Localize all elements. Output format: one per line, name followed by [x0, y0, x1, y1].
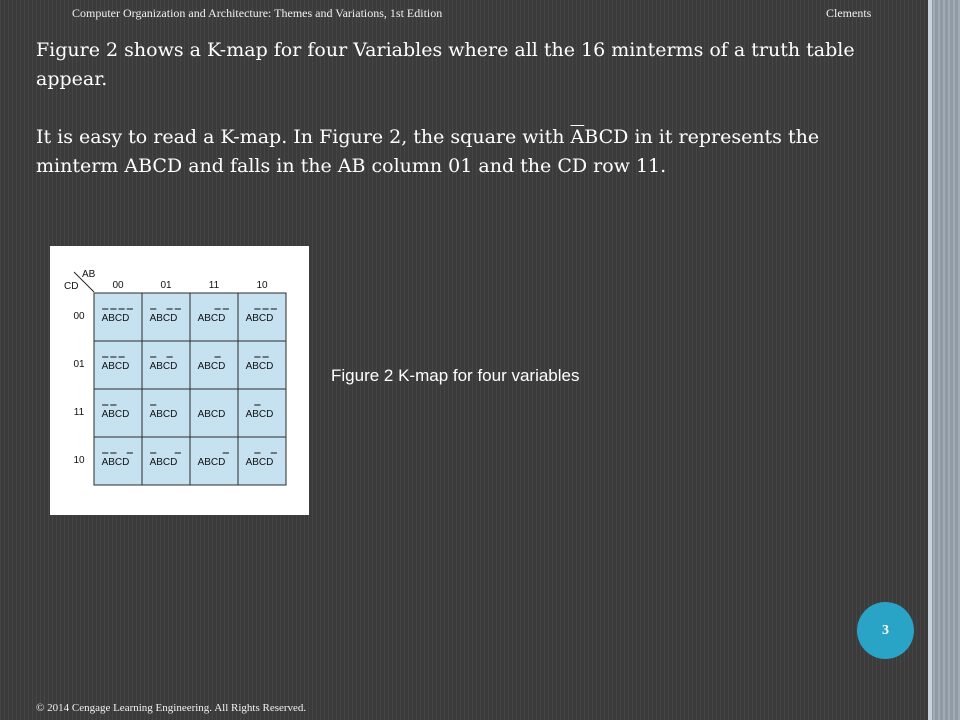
kmap-row-header: 10: [73, 455, 85, 466]
kmap-cell: [142, 293, 190, 341]
minterm-remainder: BCD: [584, 126, 629, 148]
kmap-cell-term: ABCD: [101, 361, 130, 372]
kmap-col-header: 00: [112, 280, 124, 291]
kmap-cell: [238, 341, 286, 389]
copyright-footer: © 2014 Cengage Learning Engineering. All Rights Reserved.: [36, 702, 307, 714]
slide-side-border: [928, 0, 960, 720]
kmap-cell: [94, 341, 142, 389]
kmap-cell-term: ABCD: [197, 361, 226, 372]
kmap-cell-term: ABCD: [149, 313, 178, 324]
paragraph-kmap-intro: Figure 2 shows a K-map for four Variables where all the 16 minterms of a truth table appear.: [36, 39, 855, 90]
header-author: Clements: [826, 6, 872, 20]
header-book-title: Computer Organization and Architecture: Themes and Variations, 1st Edition: [72, 6, 443, 20]
kmap-cell: [238, 389, 286, 437]
kmap-cell-term: ABCD: [149, 457, 178, 468]
kmap-cell-term: ABCD: [197, 409, 226, 420]
kmap-cell-term: ABCD: [101, 313, 130, 324]
paragraph-read-kmap: [36, 123, 866, 181]
kmap-cell: [94, 389, 142, 437]
kmap-col-header: 10: [256, 280, 268, 291]
kmap-row-variable-label: CD: [64, 281, 79, 292]
kmap-col-header: 01: [160, 280, 172, 291]
slide-body: [36, 36, 866, 181]
kmap-cell-term: ABCD: [245, 457, 274, 468]
page-number: 3: [882, 622, 889, 638]
kmap-col-variable-label: AB: [82, 269, 96, 280]
kmap-cell: [190, 341, 238, 389]
kmap-cell: [94, 437, 142, 485]
kmap-row-header: 11: [73, 407, 85, 418]
kmap-figure: [50, 246, 309, 515]
figure-caption: Figure 2 K-map for four variables: [331, 366, 580, 385]
kmap-cell: [190, 389, 238, 437]
kmap-cell-term: ABCD: [101, 409, 130, 420]
kmap-row-header: 01: [73, 359, 85, 370]
paragraph-part-end: in it represents the minterm ABCD and falls in the AB column 01 and the CD row 11.: [36, 126, 820, 177]
kmap-cell-term: ABCD: [197, 457, 226, 468]
kmap-cell-term: ABCD: [245, 361, 274, 372]
kmap-cell: [238, 293, 286, 341]
kmap-diagram: [50, 246, 309, 515]
kmap-cell: [142, 389, 190, 437]
paragraph-part-start: It is easy to read a K-map. In Figure 2, the square with: [36, 126, 571, 148]
kmap-cell-term: ABCD: [245, 313, 274, 324]
kmap-col-header: 11: [208, 280, 220, 291]
complemented-variable: $\overline{A}$: [570, 126, 585, 148]
kmap-cell-term: ABCD: [149, 361, 178, 372]
kmap-cell-term: ABCD: [101, 457, 130, 468]
kmap-cell: [190, 293, 238, 341]
kmap-cell: [238, 437, 286, 485]
kmap-cell-term: ABCD: [197, 313, 226, 324]
kmap-cell: [142, 437, 190, 485]
kmap-row-header: 00: [73, 311, 85, 322]
kmap-cell-term: ABCD: [245, 409, 274, 420]
kmap-cell-term: ABCD: [149, 409, 178, 420]
kmap-cell: [94, 293, 142, 341]
kmap-cell: [190, 437, 238, 485]
page-number-badge: [857, 602, 914, 659]
kmap-cell: [142, 341, 190, 389]
